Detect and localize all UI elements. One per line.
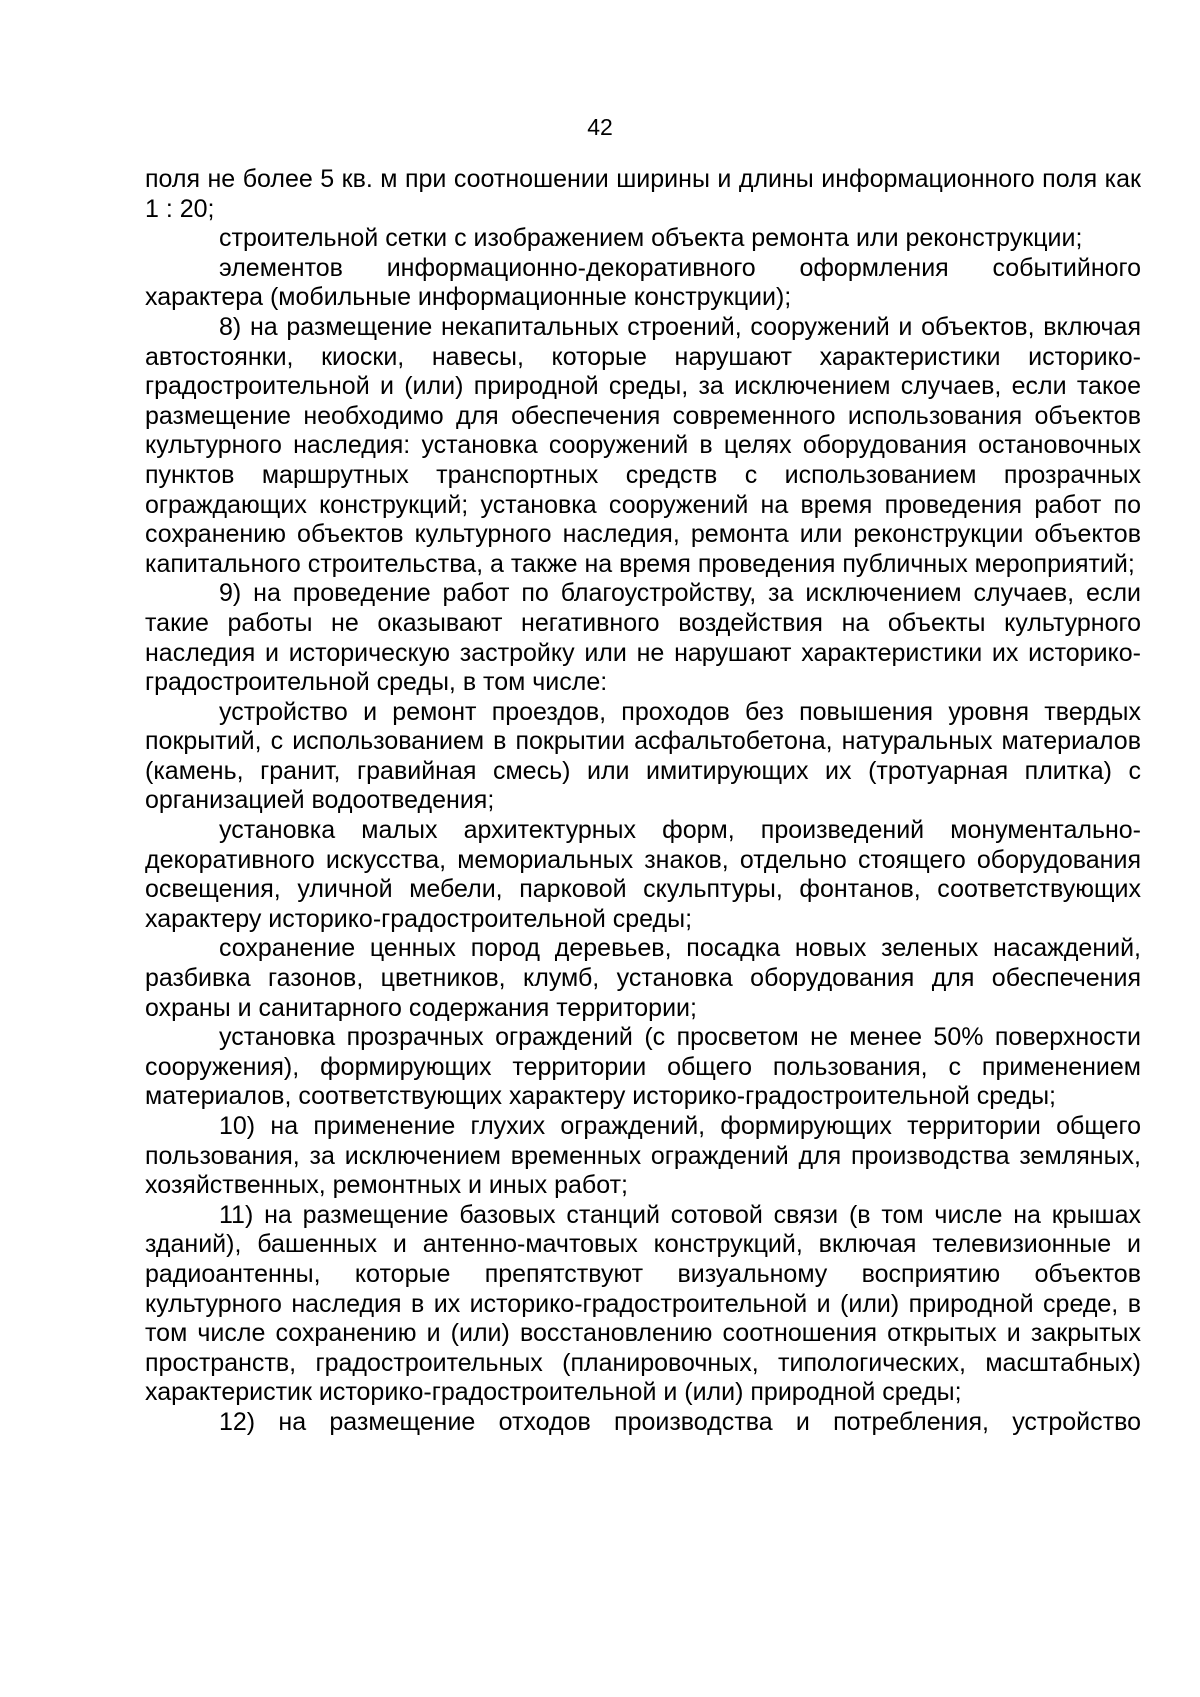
paragraph: строительной сетки с изображением объекта ремонта или реконструкции; [219,224,1083,253]
paragraph: поля не более 5 кв. м при соотношении ширины и длины информационного поля как 1 : 20; [145,165,1141,223]
paragraph: 12) на размещение отходов производства и потребления, устройство [219,1407,1141,1436]
paragraph: элементов информационно-декоративного оформления событийного характера (мобильные информационные конструкции); [145,253,1141,312]
paragraph: 11) на размещение базовых станций сотовой связи (в том числе на крышах зданий), башенных и антенно-мачтовых конструкций, включая телевизионные и радиоантенны, которые препятствуют визуальному восприятию объектов культурного наследия в их историко-градостроительной и (или) природной среде, в том числе сохранению и (или) восстановлению соотношения открытых и закрытых пространств, градостроительных (планировочных, типологических, масштабных) характеристик историко-градостроительной и (или) природной среды; [145,1200,1141,1407]
document-body [145,165,1141,1438]
paragraph: 9) на проведение работ по благоустройству, за исключением случаев, если такие работы не оказывают негативного воздействия на объекты культурного наследия и историческую застройку или не нарушают характеристики их историко-градостроительной среды, в том числе: [145,579,1141,697]
paragraph: установка прозрачных ограждений (с просветом не менее 50% поверхности сооружения), формирующих территории общего пользования, с применением материалов, соответствующих характеру историко-градостроительной среды; [145,1023,1141,1111]
page-number: 42 [587,114,613,140]
paragraph: 8) на размещение некапитальных строений, сооружений и объектов, включая автостоянки, киоски, навесы, которые нарушают характеристики историко-градостроительной и (или) природной среды, за исключением случаев, если такое размещение необходимо для обеспечения современного использования объектов культурного наследия: установка сооружений в целях оборудования остановочных пунктов маршрутных транспортных средств с использованием прозрачных ограждающих конструкций; установка сооружений на время проведения работ по сохранению объектов культурного наследия, ремонта или реконструкции объектов капитального строительства, а также на время проведения публичных мероприятий; [145,312,1141,578]
paragraph: 10) на применение глухих ограждений, формирующих территории общего пользования, за исключением временных ограждений для производства земляных, хозяйственных, ремонтных и иных работ; [145,1112,1141,1200]
paragraph: установка малых архитектурных форм, произведений монументально-декоративного искусства, мемориальных знаков, отдельно стоящего оборудования освещения, уличной мебели, парковой скульптуры, фонтанов, соответствующих характеру историко-градостроительной среды; [145,816,1141,933]
paragraph: устройство и ремонт проездов, проходов без повышения уровня твердых покрытий, с использованием в покрытии асфальтобетона, натуральных материалов (камень, гранит, гравийная смесь) или имитирующих их (тротуарная плитка) с организацией водоотведения; [145,697,1141,815]
paragraph: сохранение ценных пород деревьев, посадка новых зеленых насаждений, разбивка газонов, цветников, клумб, установка оборудования для обеспечения охраны и санитарного содержания территории; [145,934,1141,1022]
